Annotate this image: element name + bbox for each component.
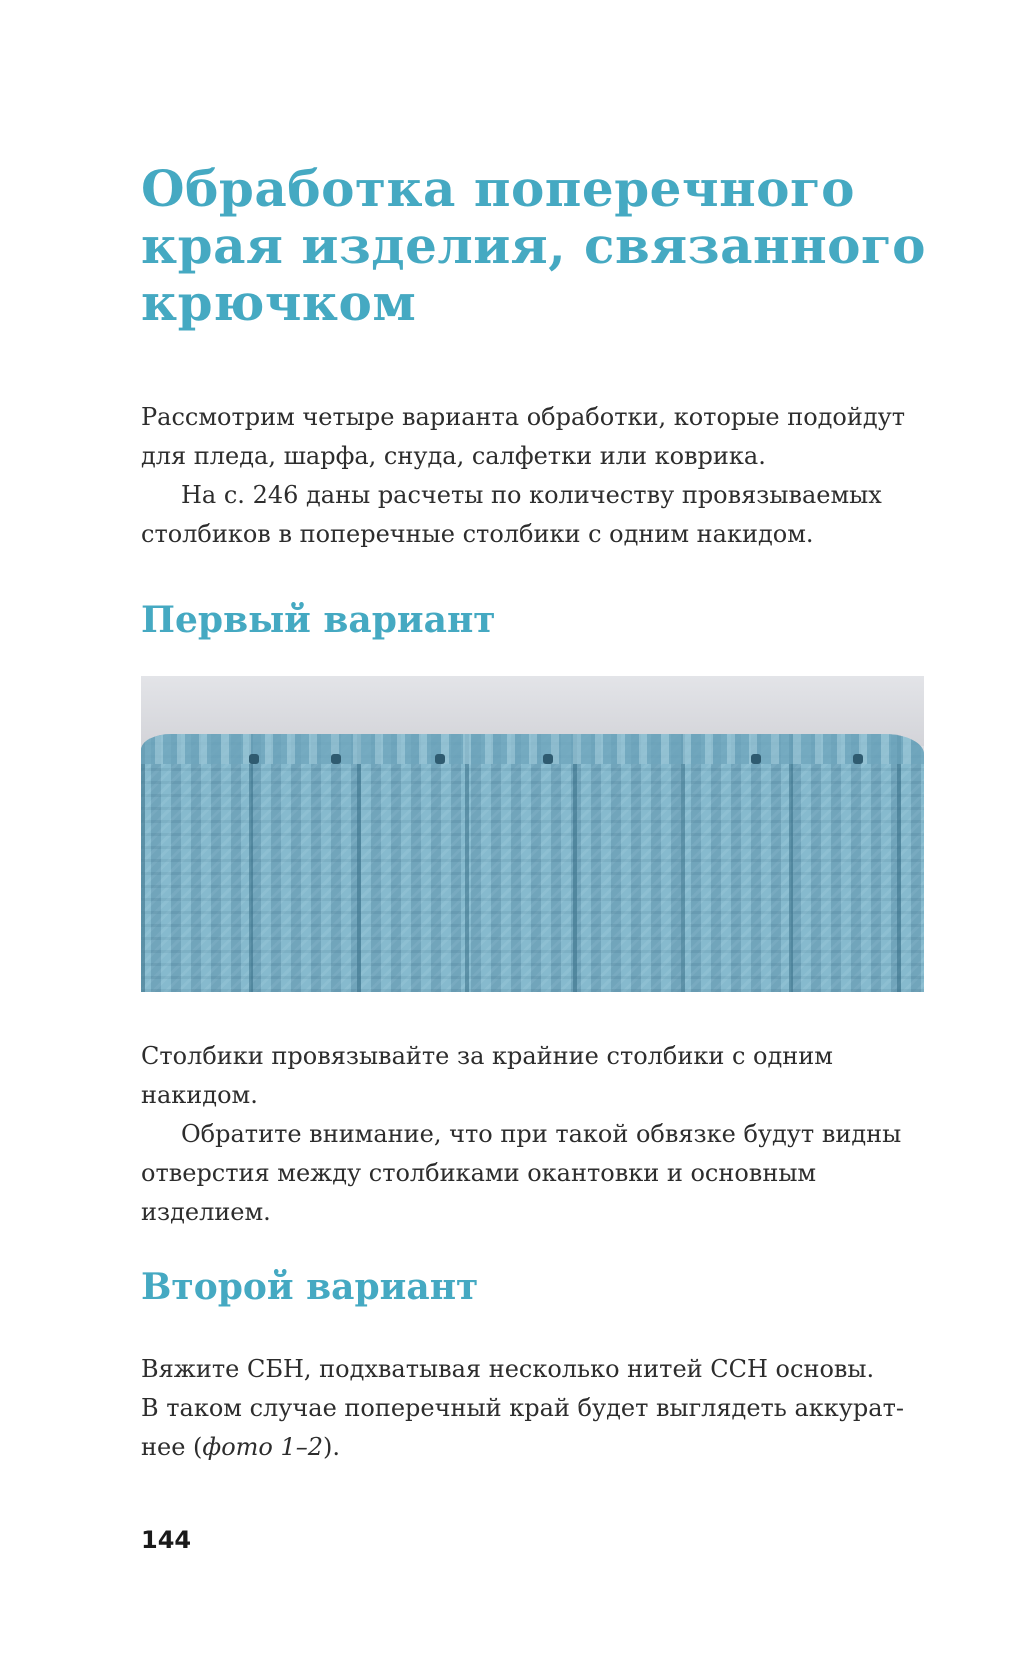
text-line: На с. 246 даны расчеты по количеству провязываемых — [181, 481, 882, 509]
text-fragment: ). — [323, 1433, 341, 1461]
text-line: накидом. — [141, 1081, 258, 1109]
page-number: 144 — [141, 1526, 192, 1554]
stitch-gap — [751, 754, 761, 764]
text-line: Рассмотрим четыре варианта обработки, которые подойдут — [141, 403, 906, 431]
text-line: Обратите внимание, что при такой обвязке будут видны — [181, 1120, 902, 1148]
first-variant-text — [141, 1037, 941, 1232]
intro-paragraph — [141, 398, 941, 554]
text-line: Столбики провязывайте за крайние столбики с одним — [141, 1042, 833, 1070]
text-fragment: нее ( — [141, 1433, 203, 1461]
text-line: Вяжите СБН, подхватывая несколько нитей ССН основы. — [141, 1355, 875, 1383]
text-line: отверстия между столбиками окантовки и основным — [141, 1159, 817, 1187]
stitch-gap — [853, 754, 863, 764]
photo-reference: фото 1–2 — [202, 1433, 324, 1461]
text-line-with-photo-ref — [141, 1428, 941, 1467]
second-variant-text — [141, 1350, 941, 1467]
title-line: крючком — [141, 273, 417, 332]
text-line: для пледа, шарфа, снуда, салфетки или коврика. — [141, 442, 766, 470]
title-line: Обработка поперечного — [141, 159, 856, 218]
text-line: изделием. — [141, 1198, 271, 1226]
title-line: края изделия, связанного — [141, 216, 926, 275]
stitch-gap — [331, 754, 341, 764]
page-title — [141, 159, 926, 332]
text-line: В таком случае поперечный край будет выглядеть аккурат- — [141, 1394, 904, 1422]
stitch-gap — [435, 754, 445, 764]
stitch-gap — [543, 754, 553, 764]
crochet-fabric — [141, 734, 924, 992]
text-line: столбиков в поперечные столбики с одним накидом. — [141, 520, 814, 548]
stitch-gap — [249, 754, 259, 764]
section-heading-first-variant: Первый вариант — [141, 599, 496, 641]
crochet-edge-photo — [141, 676, 924, 992]
section-heading-second-variant: Второй вариант — [141, 1266, 479, 1308]
